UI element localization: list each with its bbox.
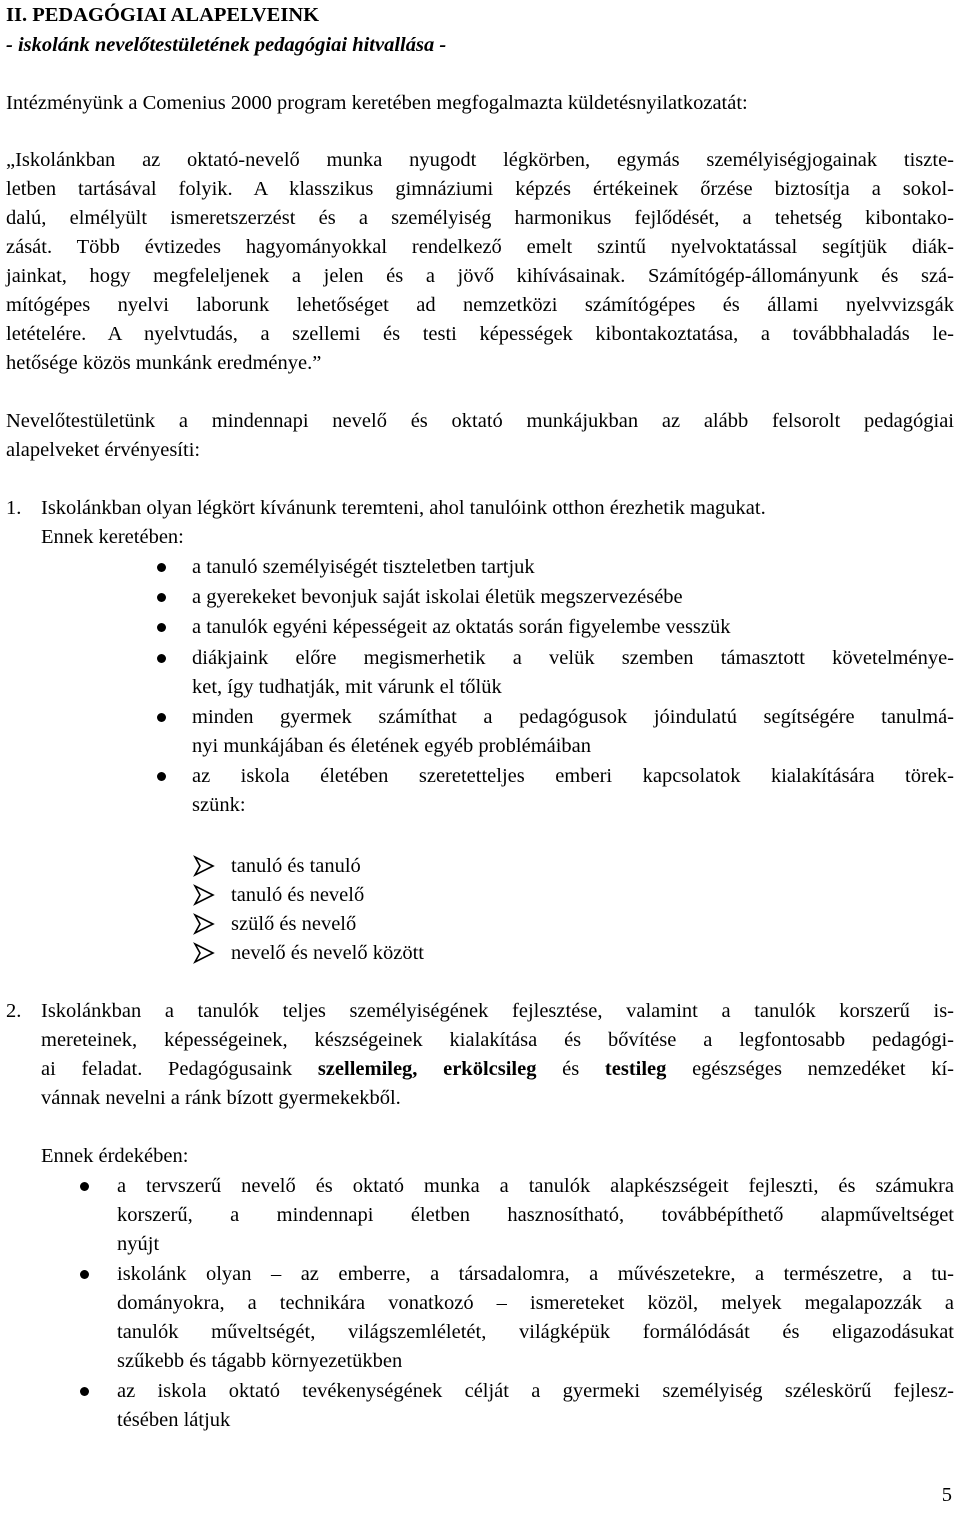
list-item: a tanuló személyiségét tiszteletben tartjuk <box>192 556 535 578</box>
list-item-continuation: szűkebb és tágabb környezetükben <box>117 1350 403 1372</box>
text-run: ai feladat. Pedagógusaink <box>41 1058 318 1080</box>
list-item: minden gyermek számíthat a pedagógusok jóindulatú segítségére tanulmá- <box>192 706 954 728</box>
text-run: és <box>536 1058 605 1080</box>
principle-text-line: mereteinek, képességeinek, készségeinek kialakítása és bővítése a legfontosabb pedagógi- <box>41 1029 954 1051</box>
mission-line: zását. Több évtizedes hagyományokkal rendelkező emelt szintű nyelvoktatással segítjük diák- <box>6 236 954 258</box>
list-item-continuation: szünk: <box>192 794 246 816</box>
arrow-bullet-icon <box>193 884 215 906</box>
principle-text: Iskolánkban olyan légkört kívánunk teremteni, ahol tanulóink otthon érezhetik magukat. <box>41 497 766 519</box>
principle-lead: Ennek keretében: <box>41 526 184 548</box>
emphasis-text: testileg <box>604 1058 667 1080</box>
bullet-dot-icon <box>80 1270 89 1279</box>
emphasis-text: szellemileg, erkölcsileg <box>317 1058 537 1080</box>
bullet-dot-icon <box>80 1387 89 1396</box>
list-item: a gyerekeket bevonjuk saját iskolai életük megszervezésébe <box>192 586 683 608</box>
bullet-dot-icon <box>157 623 166 632</box>
mission-line: jainkat, hogy megfeleljenek a jelen és a jövő kihívásainak. Számítógép-állományunk és szá- <box>6 265 954 287</box>
arrow-bullet-icon <box>193 942 215 964</box>
list-item: iskolánk olyan – az emberre, a társadalomra, a művészetekre, a természetre, a tu- <box>117 1263 954 1285</box>
list-item: az iskola életében szeretetteljes emberi kapcsolatok kialakítására törek- <box>192 765 954 787</box>
principle-number: 1. <box>6 497 22 519</box>
list-item-continuation: tanulók műveltségét, világszemléletét, világképük formálódását és eligazodásukat <box>117 1321 954 1343</box>
mission-line: hetősége közös munkánk eredménye.” <box>6 352 322 374</box>
principle-text-line: vánnak nevelni a ránk bízott gyermekekből. <box>41 1087 401 1109</box>
mission-line: letételére. A nyelvtudás, a szellemi és testi képességek kibontakoztatása, a továbbhaladás le- <box>6 323 954 345</box>
staff-paragraph-line: Nevelőtestületünk a mindennapi nevelő és oktató munkájukban az alább felsorolt pedagógiai <box>6 410 954 432</box>
bullet-dot-icon <box>80 1182 89 1191</box>
list-item-continuation: tésében látjuk <box>117 1409 231 1431</box>
list-item-continuation: nyújt <box>117 1233 160 1255</box>
bullet-dot-icon <box>157 593 166 602</box>
section-subtitle: - iskolánk nevelőtestületének pedagógiai hitvallása - <box>6 34 447 56</box>
principle-lead: Ennek érdekében: <box>41 1145 189 1167</box>
mission-line: dalú, elmélyült ismeretszerzést és a személyiség harmonikus fejlődését, a tehetség kibontako- <box>6 207 954 229</box>
bullet-dot-icon <box>157 772 166 781</box>
list-item-continuation: korszerű, a mindennapi életben hasznosítható, továbbépíthető alapműveltséget <box>117 1204 954 1226</box>
list-item: diákjaink előre megismerhetik a velük szemben támasztott követelménye- <box>192 647 954 669</box>
text-run: egészséges nemzedéket kí- <box>666 1058 955 1080</box>
relation-item: szülő és nevelő <box>231 913 357 935</box>
list-item-continuation: dományokra, a technikára vonatkozó – ismereteket közöl, melyek megalapozzák a <box>117 1292 954 1314</box>
section-title: II. PEDAGÓGIAI ALAPELVEINK <box>6 4 320 26</box>
relation-item: nevelő és nevelő között <box>231 942 424 964</box>
arrow-bullet-icon <box>193 913 215 935</box>
mission-line: „Iskolánkban az oktató-nevelő munka nyugodt légkörben, egymás személyiségjogainak tiszte- <box>6 149 954 171</box>
principle-text-line <box>41 1056 954 1082</box>
relation-item: tanuló és nevelő <box>231 884 365 906</box>
list-item: az iskola oktató tevékenységének célját a gyermeki személyiség széleskörű fejlesz- <box>117 1380 954 1402</box>
list-item: a tanulók egyéni képességeit az oktatás során figyelembe vesszük <box>192 616 731 638</box>
arrow-bullet-icon <box>193 855 215 877</box>
list-item: a tervszerű nevelő és oktató munka a tanulók alapkészségeit fejleszti, és számukra <box>117 1175 954 1197</box>
staff-paragraph-line: alapelveket érvényesíti: <box>6 439 201 461</box>
relation-item: tanuló és tanuló <box>231 855 361 877</box>
bullet-dot-icon <box>157 563 166 572</box>
principle-text-line: Iskolánkban a tanulók teljes személyiségének fejlesztése, valamint a tanulók korszerű is- <box>41 1000 954 1022</box>
mission-line: mítógépes nyelvi laborunk lehetőséget ad nemzetközi számítógépes és állami nyelvvizsgák <box>6 294 954 316</box>
list-item-continuation: nyi munkájában és életének egyéb problémáiban <box>192 735 592 757</box>
bullet-dot-icon <box>157 654 166 663</box>
list-item-continuation: ket, így tudhatják, mit várunk el tőlük <box>192 676 502 698</box>
page-number: 5 <box>941 1484 952 1506</box>
mission-line: letben tartásával folyik. A klasszikus gimnáziumi képzés értékeinek őrzése biztosítja a sokol- <box>6 178 954 200</box>
principle-number: 2. <box>6 1000 22 1022</box>
intro-paragraph: Intézményünk a Comenius 2000 program keretében megfogalmazta küldetésnyilatkozatát: <box>6 92 748 114</box>
bullet-dot-icon <box>157 713 166 722</box>
